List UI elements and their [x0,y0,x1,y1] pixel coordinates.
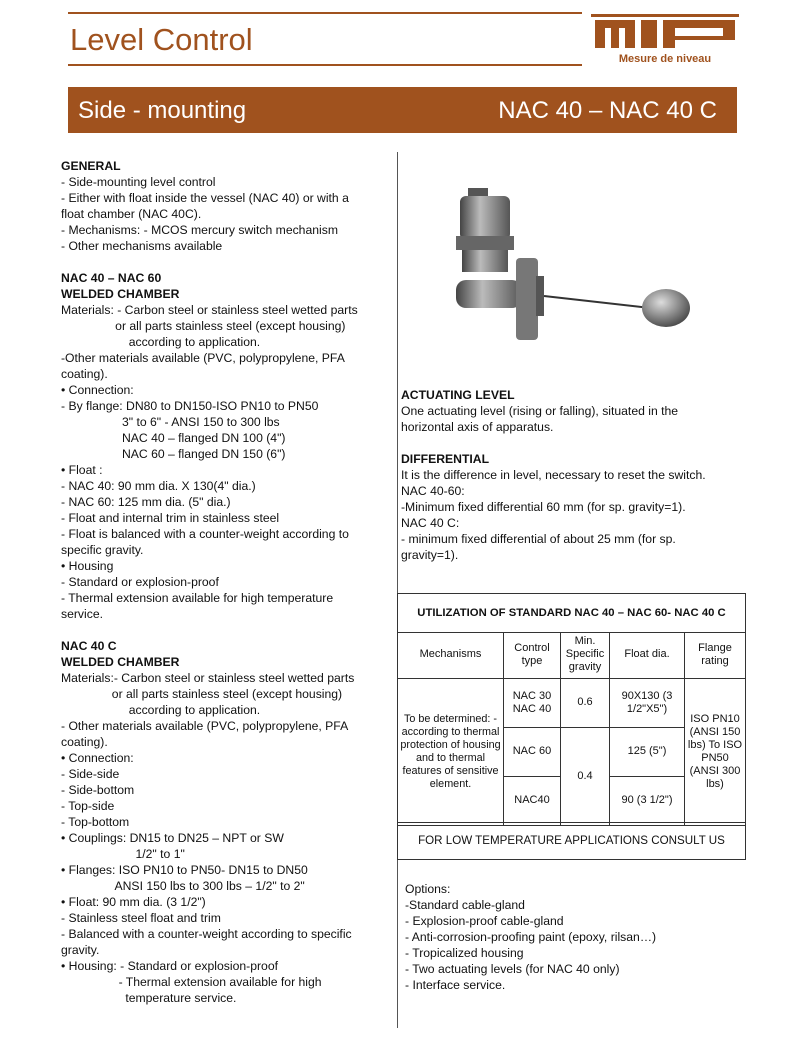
text-line: according to application. [61,703,261,717]
text-line: Materials:- Carbon steel or stainless steel wetted parts [61,671,355,685]
text-line: Materials: - Carbon steel or stainless steel wetted parts [61,303,358,317]
text-line: - NAC 40: 90 mm dia. X 130(4" dia.) [61,479,256,493]
text-line: • Connection: [61,751,134,765]
section-heading: DIFFERENTIAL [401,452,490,466]
header-mechanisms: Mechanisms [398,632,504,678]
header-rule-bottom [68,64,582,66]
text-line: or all parts stainless steel (except housing) [61,319,346,333]
option-item: - Interface service. [405,978,506,992]
control-type-cell: NAC 60 [504,727,561,776]
text-line: gravity=1). [401,548,459,562]
header-rule-top [68,12,582,14]
text-line: - Float is balanced with a counter-weight according to [61,527,349,541]
text-line: - Float and internal trim in stainless steel [61,511,280,525]
text-line: 1/2" to 1" [61,847,185,861]
text-line: - minimum fixed differential of about 25 mm (for sp. [401,532,676,546]
flange-rating-cell: ISO PN10 (ANSI 150 lbs) To ISO PN50 (ANSI 300 lbs) [685,678,746,825]
text-line: coating). [61,735,108,749]
text-line: - Top-side [61,799,115,813]
text-line: NAC 40-60: [401,484,465,498]
text-line: • Connection: [61,383,134,397]
text-line: - Other mechanisms available [61,239,223,253]
band-model: NAC 40 – NAC 40 C [498,97,717,124]
section-heading: WELDED CHAMBER [61,287,180,301]
text-line: float chamber (NAC 40C). [61,207,202,221]
product-photo [440,180,700,350]
text-line: - Top-bottom [61,815,130,829]
text-line: ANSI 150 lbs to 300 lbs – 1/2" to 2" [61,879,305,893]
section-heading: WELDED CHAMBER [61,655,180,669]
text-line: NAC 40 – flanged DN 100 (4") [61,431,286,445]
right-column [401,387,746,563]
header-min-gravity: Min. Specific gravity [561,632,610,678]
text-line: • Couplings: DN15 to DN25 – NPT or SW [61,831,284,845]
title-band [68,87,737,133]
control-type-cell: NAC 30 NAC 40 [504,678,561,727]
gravity-cell: 0.4 [561,727,610,825]
text-line: specific gravity. [61,543,144,557]
header-float-dia: Float dia. [610,632,685,678]
text-line: - Stainless steel float and trim [61,911,221,925]
text-line: -Other materials available (PVC, polypropylene, PFA [61,351,345,365]
float-dia-cell: 90X130 (3 1/2"X5") [610,678,685,727]
gravity-cell: 0.6 [561,678,610,727]
float-dia-cell: 90 (3 1/2") [610,776,685,825]
text-line: - Side-bottom [61,783,135,797]
option-item: - Explosion-proof cable-gland [405,914,564,928]
mechanisms-cell: To be determined: - according to thermal protection of housing and to thermal features of sensitive element. [398,678,504,825]
text-line: temperature service. [61,991,237,1005]
text-line: • Flanges: ISO PN10 to PN50- DN15 to DN50 [61,863,308,877]
section-heading: NAC 40 C [61,639,117,653]
float-dia-cell: 125 (5") [610,727,685,776]
option-item: - Two actuating levels (for NAC 40 only) [405,962,620,976]
logo-text: Mesure de niveau [618,53,712,65]
text-line: • Float : [61,463,103,477]
text-line: - Balanced with a counter-weight according to specific [61,927,352,941]
text-line: or all parts stainless steel (except housing) [61,687,343,701]
text-line: according to application. [61,335,261,349]
text-line: 3" to 6" - ANSI 150 to 300 lbs [61,415,280,429]
text-line: One actuating level (rising or falling), situated in the [401,404,679,418]
text-line: - Side-mounting level control [61,175,216,189]
text-line: coating). [61,367,108,381]
utilization-table [397,593,746,860]
text-line: -Minimum fixed differential 60 mm (for sp. gravity=1). [401,500,686,514]
text-line: - By flange: DN80 to DN150-ISO PN10 to PN50 [61,399,319,413]
mip-logo [591,14,739,66]
section-heading: ACTUATING LEVEL [401,388,515,402]
spacer [61,622,393,638]
text-line: - Other materials available (PVC, polypropylene, PFA [61,719,349,733]
text-line: NAC 40 C: [401,516,460,530]
band-subtitle: Side - mounting [78,97,247,124]
spacer [61,254,393,270]
options-list [405,881,656,993]
text-line: - Mechanisms: - MCOS mercury switch mechanism [61,223,338,237]
table-footer: FOR LOW TEMPERATURE APPLICATIONS CONSULT US [398,822,745,859]
option-item: - Anti-corrosion-proofing paint (epoxy, rilsan…) [405,930,657,944]
option-item: -Standard cable-gland [405,898,525,912]
spacer [401,435,746,451]
table-title: UTILIZATION OF STANDARD NAC 40 – NAC 60- NAC 40 C [398,594,745,633]
text-line: horizontal axis of apparatus. [401,420,554,434]
text-line: service. [61,607,103,621]
option-item: - Tropicalized housing [405,946,524,960]
control-type-cell: NAC40 [504,776,561,825]
section-heading: GENERAL [61,159,121,173]
text-line: - NAC 60: 125 mm dia. (5" dia.) [61,495,231,509]
text-line: It is the difference in level, necessary to reset the switch. [401,468,706,482]
column-divider [397,152,398,1028]
text-line: NAC 60 – flanged DN 150 (6") [61,447,286,461]
text-line: - Either with float inside the vessel (NAC 40) or with a [61,191,349,205]
section-heading: NAC 40 – NAC 60 [61,271,162,285]
text-line: - Side-side [61,767,120,781]
text-line: • Float: 90 mm dia. (3 1/2") [61,895,206,909]
text-line: • Housing [61,559,114,573]
text-line: - Standard or explosion-proof [61,575,219,589]
text-line: gravity. [61,943,100,957]
options-heading: Options: [405,882,451,896]
text-line: - Thermal extension available for high temperature [61,591,334,605]
left-column [61,158,393,1006]
utilization-grid [398,632,745,826]
text-line: - Thermal extension available for high [61,975,322,989]
header-flange-rating: Flange rating [685,632,746,678]
text-line: • Housing: - Standard or explosion-proof [61,959,278,973]
page-title: Level Control [70,22,253,57]
header-control-type: Control type [504,632,561,678]
